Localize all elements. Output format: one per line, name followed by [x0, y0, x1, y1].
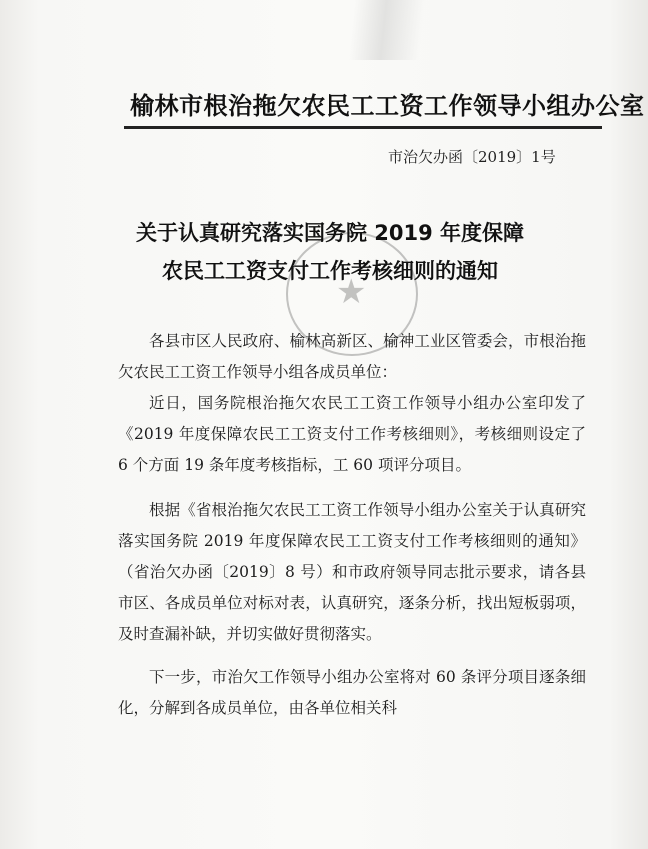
paper-fold-shadow	[349, 0, 425, 60]
body-paragraph-2: 根据《省根治拖欠农民工工资工作领导小组办公室关于认真研究落实国务院 2019 年度保障农民工工资支付工作考核细则的通知》（省治欠办函〔2019〕8 号）和市政府领导同志批示要求，请各县市区、各成员单位对标对表，认真研究，逐条分析，找出短板弱项，及时查漏补缺，并切实做好贯彻落实。	[118, 501, 586, 643]
header-divider	[124, 126, 602, 129]
notice-title	[50, 214, 610, 290]
issuer-header: 榆林市根治拖欠农民工工资工作领导小组办公室	[130, 92, 645, 120]
notice-body	[118, 326, 586, 724]
seal-star-icon: ★	[336, 272, 367, 312]
document-number: 市治欠办函〔2019〕1号	[388, 148, 556, 166]
body-paragraph-1: 近日，国务院根治拖欠农民工工资工作领导小组办公室印发了《2019 年度保障农民工工资支付工作考核细则》，考核细则设定了 6 个方面 19 条年度考核指标，工 60 项评分项目。	[118, 394, 586, 474]
body-paragraph-3: 下一步，市治欠工作领导小组办公室将对 60 条评分项目逐条细化，分解到各成员单位，由各单位相关科	[118, 668, 586, 717]
notice-title-line2: 农民工工资支付工作考核细则的通知	[162, 259, 498, 283]
notice-title-line1: 关于认真研究落实国务院 2019 年度保障	[135, 221, 525, 245]
addressee-paragraph: 各县市区人民政府、榆林高新区、榆神工业区管委会，市根治拖欠农民工工资工作领导小组各成员单位：	[118, 332, 586, 381]
